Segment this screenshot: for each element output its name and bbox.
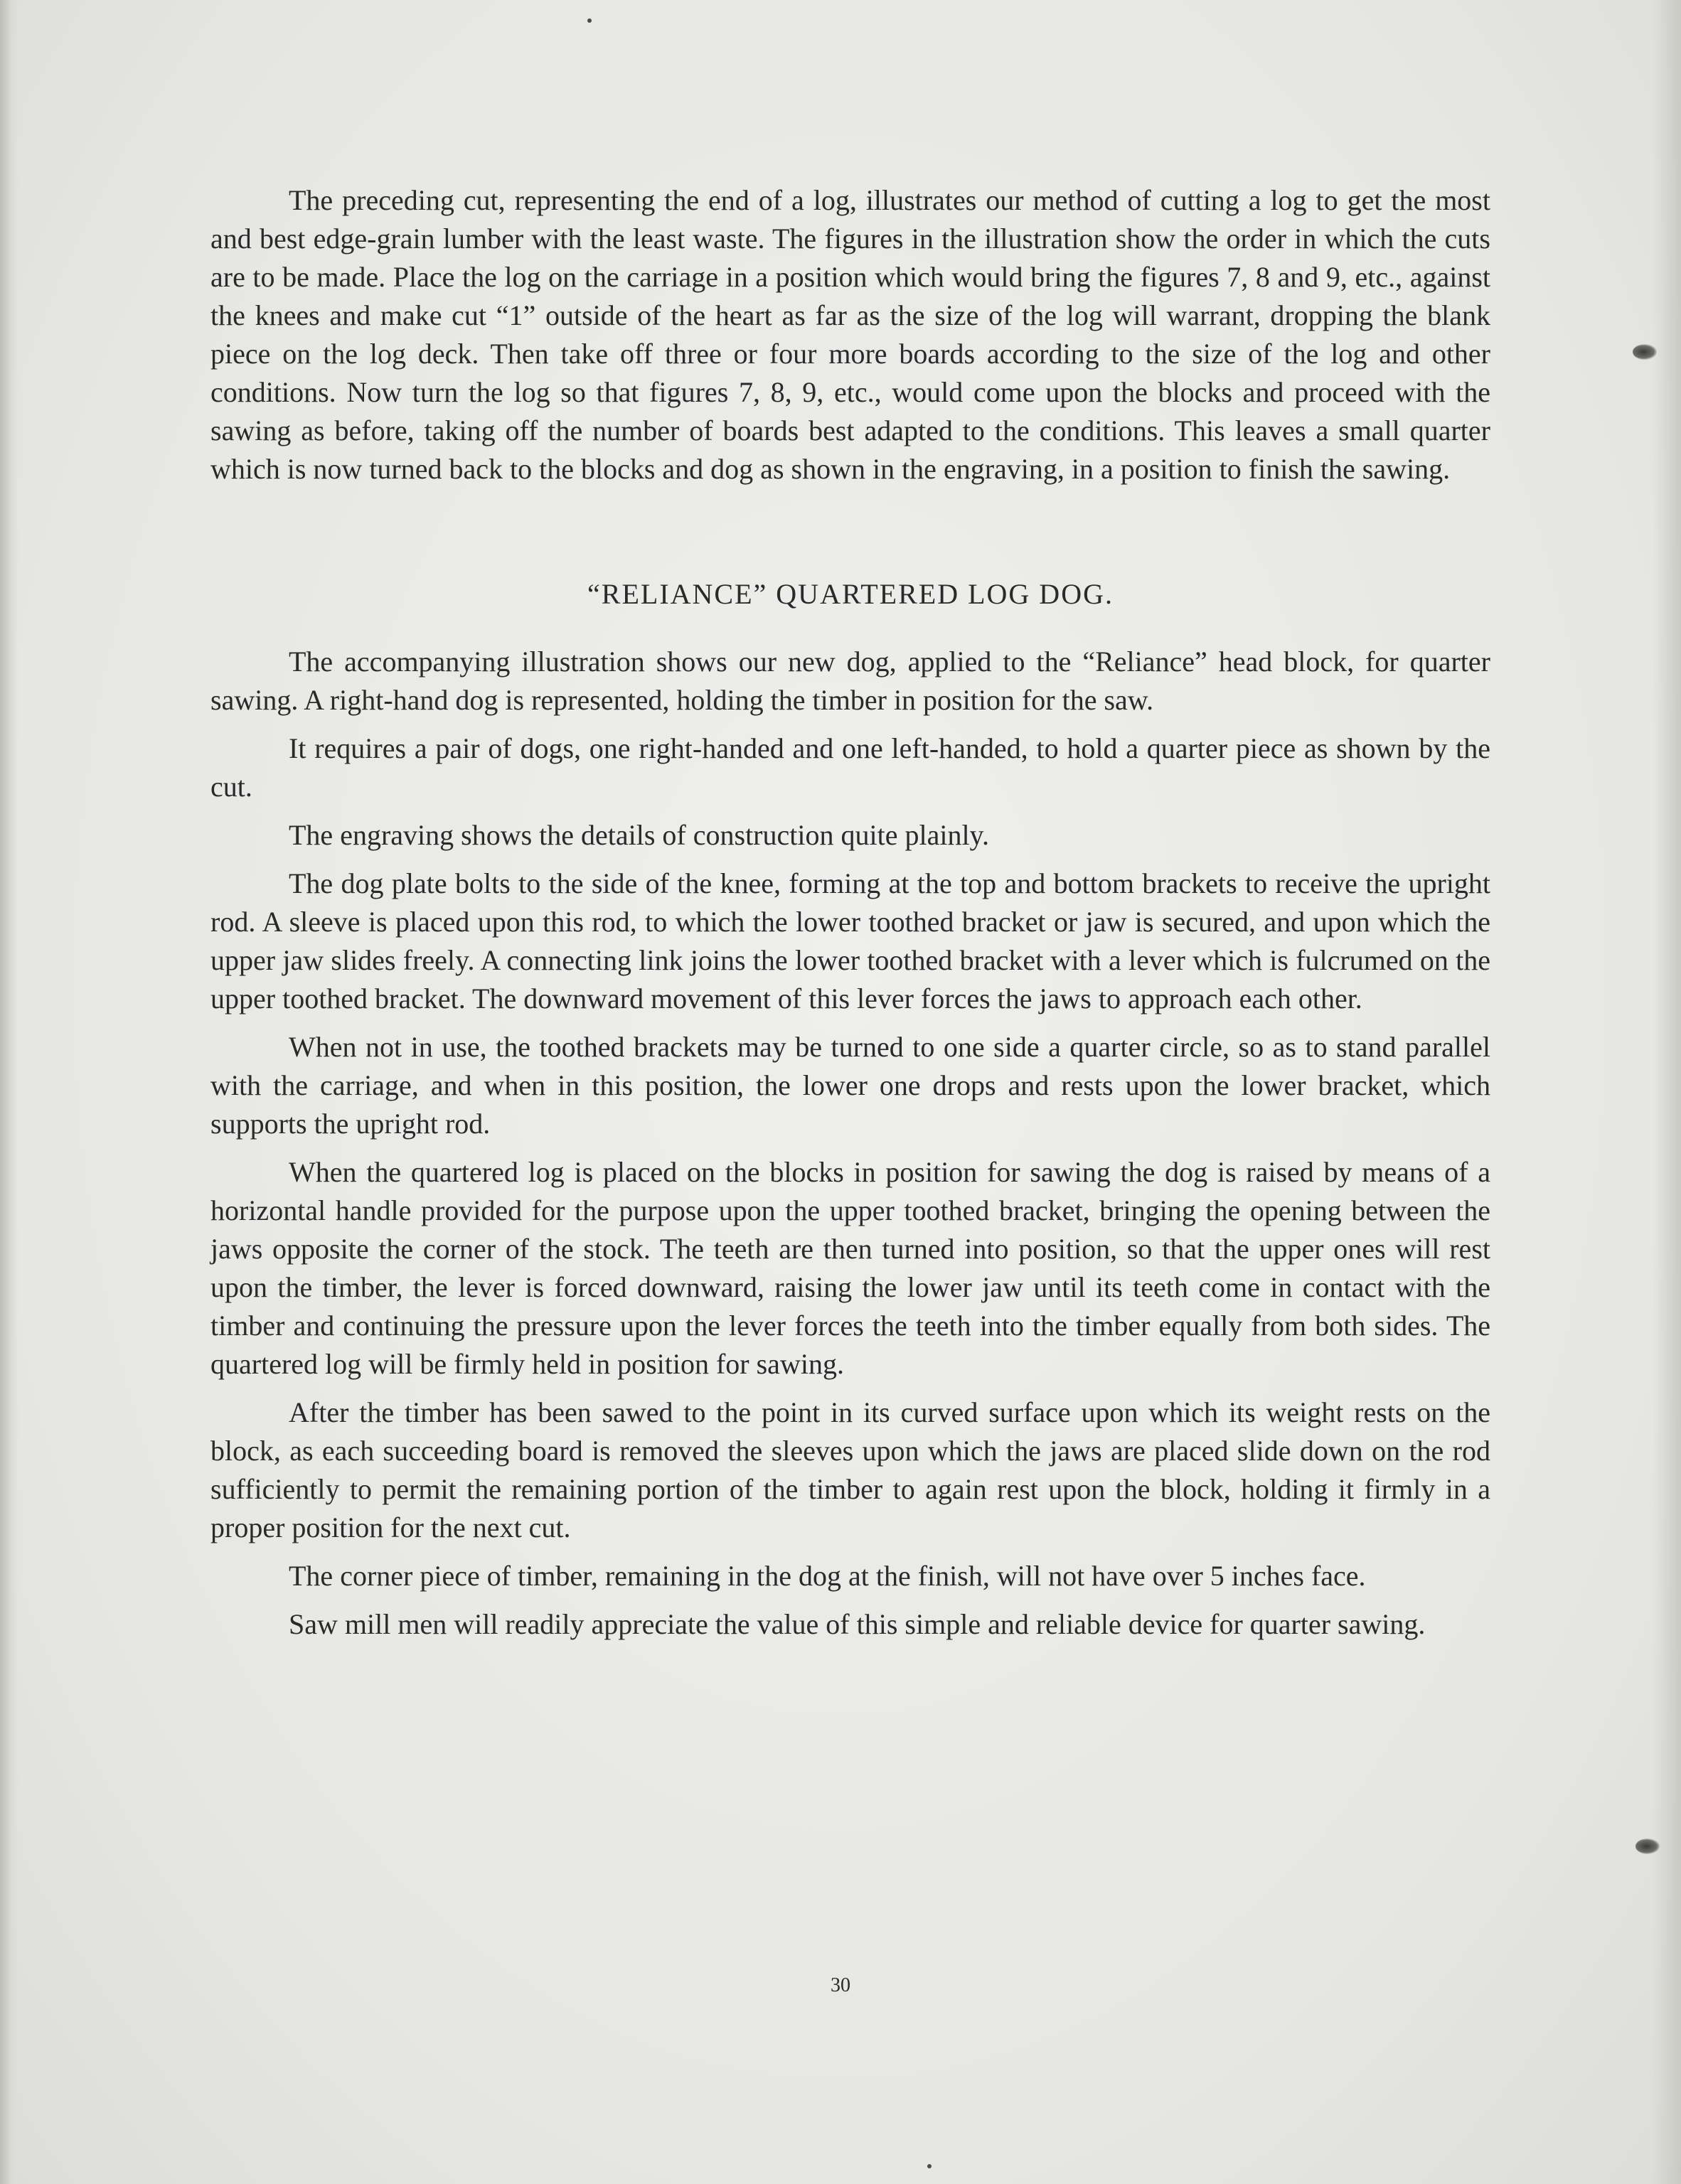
dust-speck — [927, 2164, 932, 2168]
page-number: 30 — [831, 1974, 850, 1996]
intro-paragraph: The preceding cut, representing the end of a log, illustrates our method of cutting a log to get the most and best edge-grain lumber with the least waste. The figures in the illustration show the order in which the cuts are to be made. Place the log on the carriage in a position which would bring the figures 7, 8 and 9, etc., against the knees and make cut “1” outside of the heart as far as the size of the log will warrant, dropping the blank piece on the log deck. Then take off three or four more boards according to the size of the log and other conditions. Now turn the log so that figures 7, 8, 9, etc., would come upon the blocks and proceed with the sawing as before, taking off the number of boards best adapted to the conditions. This leaves a small quarter which is now turned back to the blocks and dog as shown in the engraving, in a position to finish the sawing. — [210, 184, 1490, 485]
body-paragraph: The corner piece of timber, remaining in the dog at the finish, will not have over 5 inches face. — [289, 1560, 1366, 1592]
body-paragraph: The accompanying illustration shows our new dog, applied to the “Reliance” head block, for quarter sawing. A right-hand dog is represented, holding the timber in position for the saw. — [210, 646, 1490, 716]
page-left-edge-shadow — [0, 0, 18, 2184]
body-paragraph: The dog plate bolts to the side of the knee, forming at the top and bottom brackets to receive the upright rod. A sleeve is placed upon this rod, to which the lower toothed bracket or jaw is secured, and upon which the upper jaw slides freely. A connecting link joins the lower toothed bracket with a lever which is fulcrumed on the upper toothed bracket. The downward movement of this lever forces the jaws to approach each other. — [210, 867, 1490, 1015]
body-paragraph: The engraving shows the details of construction quite plainly. — [289, 819, 989, 851]
section-title: “RELIANCE” QUARTERED LOG DOG. — [587, 578, 1114, 610]
body-paragraph: It requires a pair of dogs, one right-handed and one left-handed, to hold a quarter piece as shown by the cut. — [210, 732, 1490, 803]
body-paragraph: When not in use, the toothed brackets may be turned to one side a quarter circle, so as to stand parallel with the carriage, and when in this position, the lower one drops and rests upon the lower bracket, which supports the upright rod. — [210, 1031, 1490, 1140]
page-body — [210, 181, 1490, 1644]
body-paragraph: After the timber has been sawed to the point in its curved surface upon which its weight rests on the block, as each succeeding board is removed the sleeves upon which the jaws are placed slide down on the rod sufficiently to permit the remaining portion of the timber to again rest upon the block, holding it firmly in a proper position for the next cut. — [210, 1396, 1490, 1543]
binding-hole-mark — [1635, 1838, 1660, 1854]
page-right-edge-shadow — [1653, 0, 1681, 2184]
dust-speck — [587, 18, 592, 23]
body-paragraph: When the quartered log is placed on the blocks in position for sawing the dog is raised by means of a horizontal handle provided for the purpose upon the upper toothed bracket, bringing the opening between the jaws opposite the corner of the stock. The teeth are then turned into position, so that the upper ones will rest upon the timber, the lever is forced downward, raising the lower jaw until its teeth come in contact with the timber and continuing the pressure upon the lever forces the teeth into the timber equally from both sides. The quartered log will be firmly held in position for sawing. — [210, 1156, 1490, 1380]
body-paragraph: Saw mill men will readily appreciate the value of this simple and reliable device for quarter sawing. — [289, 1608, 1426, 1640]
binding-hole-mark — [1633, 344, 1657, 360]
